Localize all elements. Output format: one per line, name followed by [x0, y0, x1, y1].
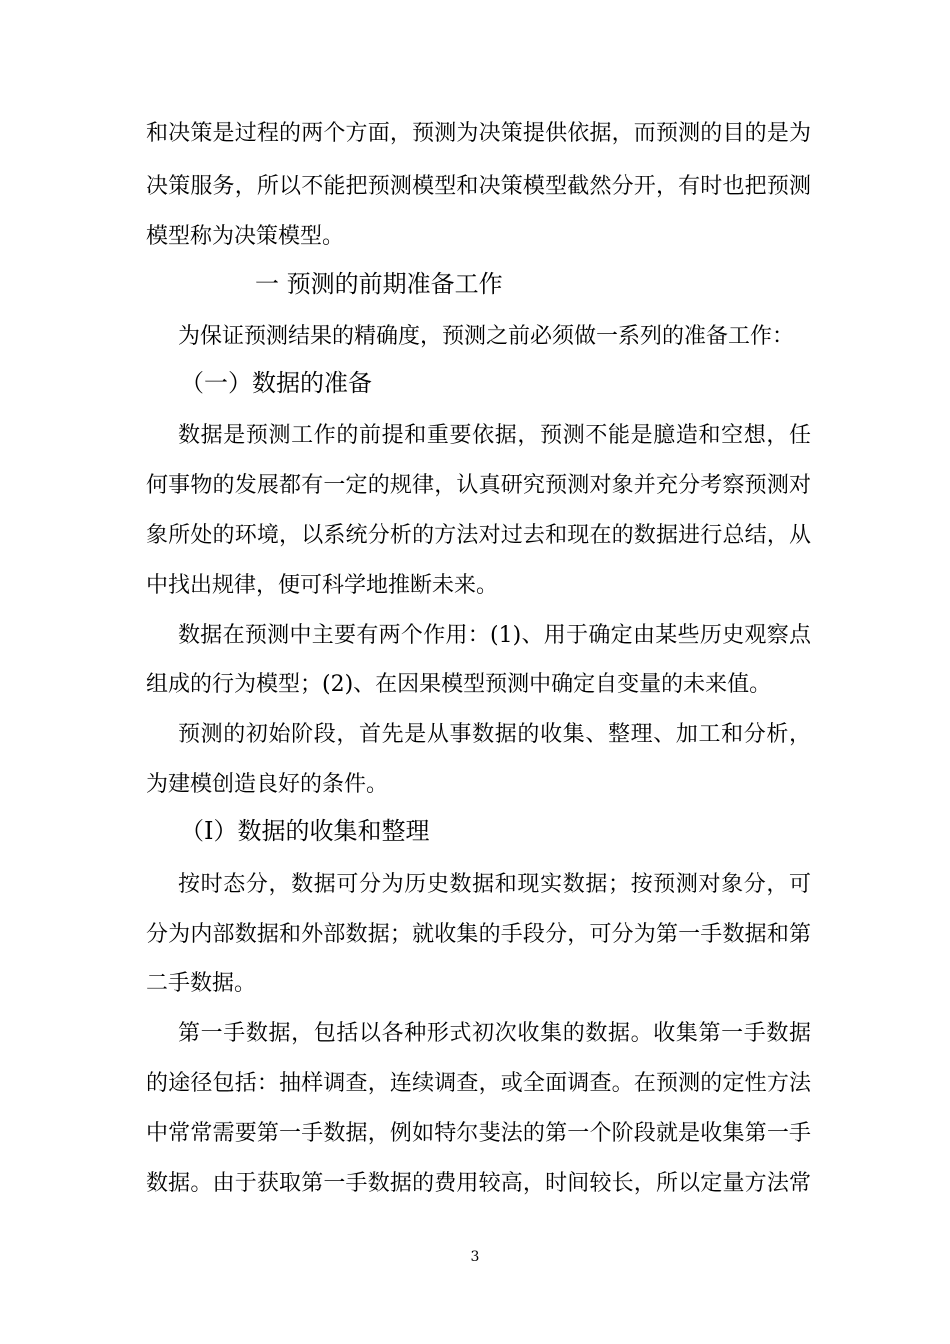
- body-line: 数据是预测工作的前提和重要依据，预测不能是臆造和空想，任: [178, 423, 811, 448]
- body-line: 第一手数据，包括以各种形式初次收集的数据。收集第一手数据: [178, 1021, 811, 1046]
- body-line: 为保证预测结果的精确度，预测之前必须做一系列的准备工作：: [178, 324, 795, 349]
- body-line: 和决策是过程的两个方面，预测为决策提供依据，而预测的目的是为: [146, 121, 811, 146]
- body-line: 按时态分，数据可分为历史数据和现实数据；按预测对象分，可: [178, 872, 811, 897]
- page-number: 3: [470, 1249, 480, 1265]
- body-line: 预测的初始阶段，首先是从事数据的收集、整理、加工和分析，: [178, 722, 811, 747]
- body-line: 为建模创造良好的条件。: [146, 772, 389, 797]
- body-line: 象所处的环境，以系统分析的方法对过去和现在的数据进行总结，从: [146, 523, 811, 548]
- body-line: 决策服务，所以不能把预测模型和决策模型截然分开，有时也把预测: [146, 174, 811, 199]
- body-line: 何事物的发展都有一定的规律，认真研究预测对象并充分考察预测对: [146, 473, 811, 498]
- section-heading: 一 预测的前期准备工作: [255, 270, 503, 298]
- body-line: 组成的行为模型；(2)、在因果模型预测中确定自变量的未来值。: [146, 672, 772, 697]
- subsection-heading: （一）数据的准备: [180, 369, 372, 397]
- subsection-heading: （Ⅰ）数据的收集和整理: [180, 817, 430, 845]
- body-line: 二手数据。: [146, 971, 257, 996]
- body-line: 中常常需要第一手数据，例如特尔斐法的第一个阶段就是收集第一手: [146, 1121, 811, 1146]
- body-line: 模型称为决策模型。: [146, 224, 345, 249]
- body-line: 中找出规律，便可科学地推断未来。: [146, 573, 499, 598]
- body-line: 分为内部数据和外部数据；就收集的手段分，可分为第一手数据和第: [146, 922, 811, 947]
- body-line: 的途径包括：抽样调查，连续调查，或全面调查。在预测的定性方法: [146, 1071, 811, 1096]
- body-line: 数据在预测中主要有两个作用：(1)、用于确定由某些历史观察点: [178, 623, 811, 648]
- body-line: 数据。由于获取第一手数据的费用较高，时间较长，所以定量方法常: [146, 1171, 811, 1196]
